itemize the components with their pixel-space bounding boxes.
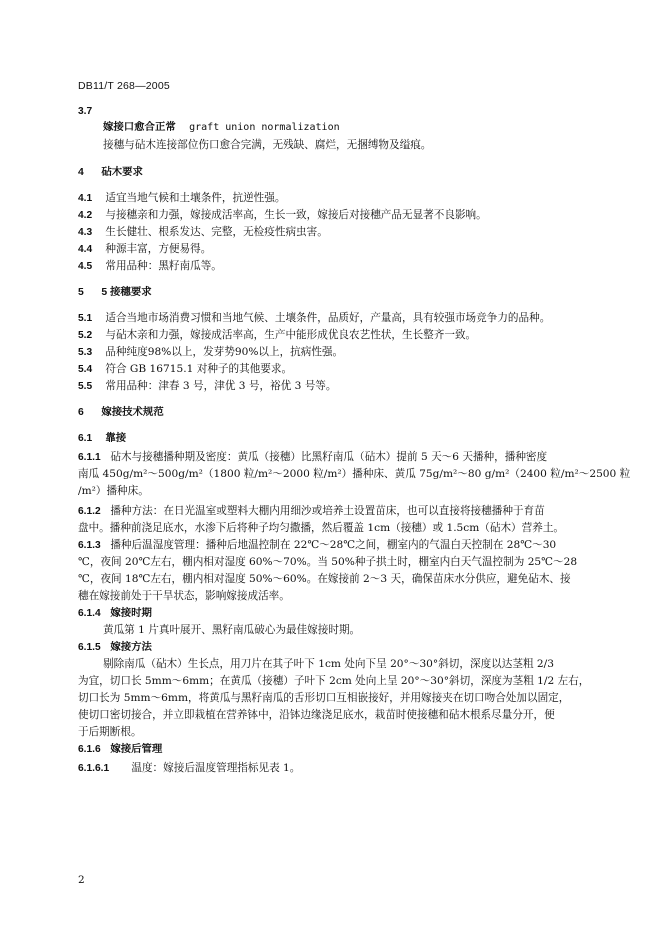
clause-text: 适宜当地气候和土壤条件，抗逆性强。 — [105, 192, 286, 204]
clause-4-5 — [78, 259, 222, 274]
clause-text: 与砧木亲和力强，嫁接成活率高，生产中能形成优良农艺性状，生长整齐一致。 — [105, 329, 477, 341]
clause-5-2 — [78, 328, 476, 343]
section-title: 砧木要求 — [101, 167, 143, 178]
section-5-heading — [78, 285, 152, 300]
clause-5-4 — [78, 362, 292, 377]
clause-text: 品种纯度98%以上，发芽势90%以上，抗病性强。 — [105, 346, 344, 358]
clause-5-3 — [78, 345, 343, 360]
clause-number: 4.2 — [78, 210, 93, 221]
clause-number: 4.5 — [78, 261, 93, 272]
clause-6-1-1-cont-2: /m²）播种床。 — [78, 485, 149, 497]
section-title: 5 接穗要求 — [101, 287, 152, 298]
clause-number: 5.1 — [78, 313, 93, 324]
clause-6-1-3-cont-3: 穗在嫁接前处于干旱状态，影响嫁接成活率。 — [78, 590, 290, 602]
clause-number: 5.2 — [78, 330, 93, 341]
clause-number: 4.4 — [78, 244, 93, 255]
clause-6-1-1-cont-1: 南瓜 450g/m²～500g/m²（1800 粒/m²～2000 粒/m²）播种床、黄瓜 75g/m²～80 g/m²（2400 粒/m²～2500 粒 — [78, 468, 631, 480]
clause-number: 6.1.1 — [78, 452, 101, 463]
term-definition: 接穗与砧木连接部位伤口愈合完满，无残缺、腐烂，无捆缚物及缢痕。 — [103, 139, 432, 151]
clause-6-1-1 — [78, 450, 547, 465]
clause-text: 温度：嫁接后温度管理指标见表 1。 — [131, 762, 301, 774]
clause-text: 播种方法：在日光温室或塑料大棚内用细沙或培养土设置苗床，也可以直接将接穗播种于育苗 — [110, 505, 545, 517]
clause-text: 砧木与接穗播种期及密度：黄瓜（接穗）比黑籽南瓜（砧木）提前 5 天～6 天播种，播种密度 — [110, 451, 548, 463]
clause-number: 6.1.6 — [78, 744, 101, 755]
clause-4-2 — [78, 208, 487, 223]
term-title — [103, 120, 340, 135]
clause-number: 5.4 — [78, 364, 93, 375]
clause-title: 嫁接时期 — [110, 608, 152, 619]
section-4-heading — [78, 165, 143, 180]
clause-text: 适合当地市场消费习惯和当地气候、土壤条件，品质好，产量高，具有较强市场竞争力的品种。 — [105, 312, 551, 324]
section-title: 嫁接技术规范 — [101, 407, 164, 418]
clause-6-1-5-text-3: 切口长为 5mm～6mm，将黄瓜与黑籽南瓜的舌形切口互相嵌接好，并用嫁接夹在切口吻合处加以固定， — [78, 692, 570, 704]
clause-number: 5.3 — [78, 347, 93, 358]
clause-6-1-3-cont-1: ℃，夜间 20℃左右，棚内相对湿度 60%～70%。当 50%种子拱土时，棚室内白天气温控制为 25℃～28 — [78, 556, 578, 568]
clause-6-1-4-text: 黄瓜第 1 片真叶展开、黑籽南瓜破心为最佳嫁接时期。 — [103, 624, 361, 636]
clause-5-1 — [78, 311, 550, 326]
clause-title: 嫁接方法 — [110, 642, 152, 653]
clause-text: 播种后温湿度管理：播种后地温控制在 22℃～28℃之间，棚室内的气温白天控制在 28℃～30 — [110, 539, 557, 551]
section-6-1-heading — [78, 431, 126, 446]
page-number: 2 — [78, 874, 85, 886]
clause-6-1-5-text-4: 使切口密切接合，并立即栽植在营养钵中，沿钵边缘浇足底水，栽苗时使接穗和砧木根系尽量分开，便 — [78, 709, 555, 721]
clause-text: 常用品种：津春 3 号，津优 3 号，裕优 3 号等。 — [105, 380, 337, 392]
clause-text: 种源丰富，方便易得。 — [105, 243, 212, 255]
clause-text: 符合 GB 16715.1 对种子的其他要求。 — [105, 363, 293, 375]
clause-title: 嫁接后管理 — [110, 744, 163, 755]
clause-6-1-5-text-1: 剔除南瓜（砧木）生长点，用刀片在其子叶下 1cm 处向下呈 20°～30°斜切，深度以达茎粗 2/3 — [103, 658, 554, 670]
clause-6-1-3-cont-2: ℃，夜间 18℃左右，棚内相对湿度 50%～60%。在嫁接前 2～3 天，确保苗床水分供应，避免砧木、接 — [78, 573, 571, 585]
section-6-heading — [78, 405, 164, 420]
clause-6-1-5-text-5: 于后期断根。 — [78, 726, 142, 738]
clause-number: 6.1.3 — [78, 540, 101, 551]
clause-number: 6.1.6.1 — [78, 763, 110, 774]
section-number: 4 — [78, 167, 84, 178]
clause-6-1-2 — [78, 504, 545, 519]
clause-6-1-2-cont: 盘中。播种前浇足底水，水渗下后将种子均匀撒播，然后覆盖 1cm（接穗）或 1.5cm（砧木）营养土。 — [78, 522, 565, 534]
clause-text: 与接穗亲和力强，嫁接成活率高，生长一致，嫁接后对接穗产品无显著不良影响。 — [105, 209, 487, 221]
section-number: 3.7 — [78, 106, 93, 117]
clause-6-1-3 — [78, 538, 556, 553]
clause-number: 6.1.5 — [78, 642, 101, 653]
section-title: 靠接 — [105, 433, 127, 444]
clause-4-4 — [78, 242, 211, 257]
document-header: DB11/T 268—2005 — [78, 80, 170, 92]
clause-6-1-6-heading — [78, 742, 162, 757]
clause-number: 6.1.4 — [78, 608, 101, 619]
clause-number: 4.1 — [78, 193, 93, 204]
section-number: 6.1 — [78, 433, 93, 444]
section-number: 5 — [78, 287, 84, 298]
clause-6-1-6-1 — [78, 761, 300, 776]
clause-number: 6.1.2 — [78, 506, 101, 517]
clause-6-1-4-heading — [78, 606, 152, 621]
clause-text: 生长健壮、根系发达、完整，无检疫性病虫害。 — [105, 226, 328, 238]
clause-number: 4.3 — [78, 227, 93, 238]
term-title-cn: 嫁接口愈合正常 — [103, 122, 176, 133]
clause-text: 常用品种：黑籽南瓜等。 — [105, 260, 222, 272]
clause-6-1-5-heading — [78, 640, 152, 655]
section-number: 6 — [78, 407, 84, 418]
section-3-7 — [78, 104, 102, 119]
term-title-en: graft union normalization — [189, 122, 340, 133]
clause-5-5 — [78, 379, 337, 394]
clause-4-1 — [78, 191, 285, 206]
clause-number: 5.5 — [78, 381, 93, 392]
clause-6-1-5-text-2: 为宜，切口长 5mm～6mm；在黄瓜（接穗）子叶下 2cm 处向上呈 20°～30°斜切，深度为茎粗 1/2 左右， — [78, 675, 590, 687]
clause-4-3 — [78, 225, 328, 240]
